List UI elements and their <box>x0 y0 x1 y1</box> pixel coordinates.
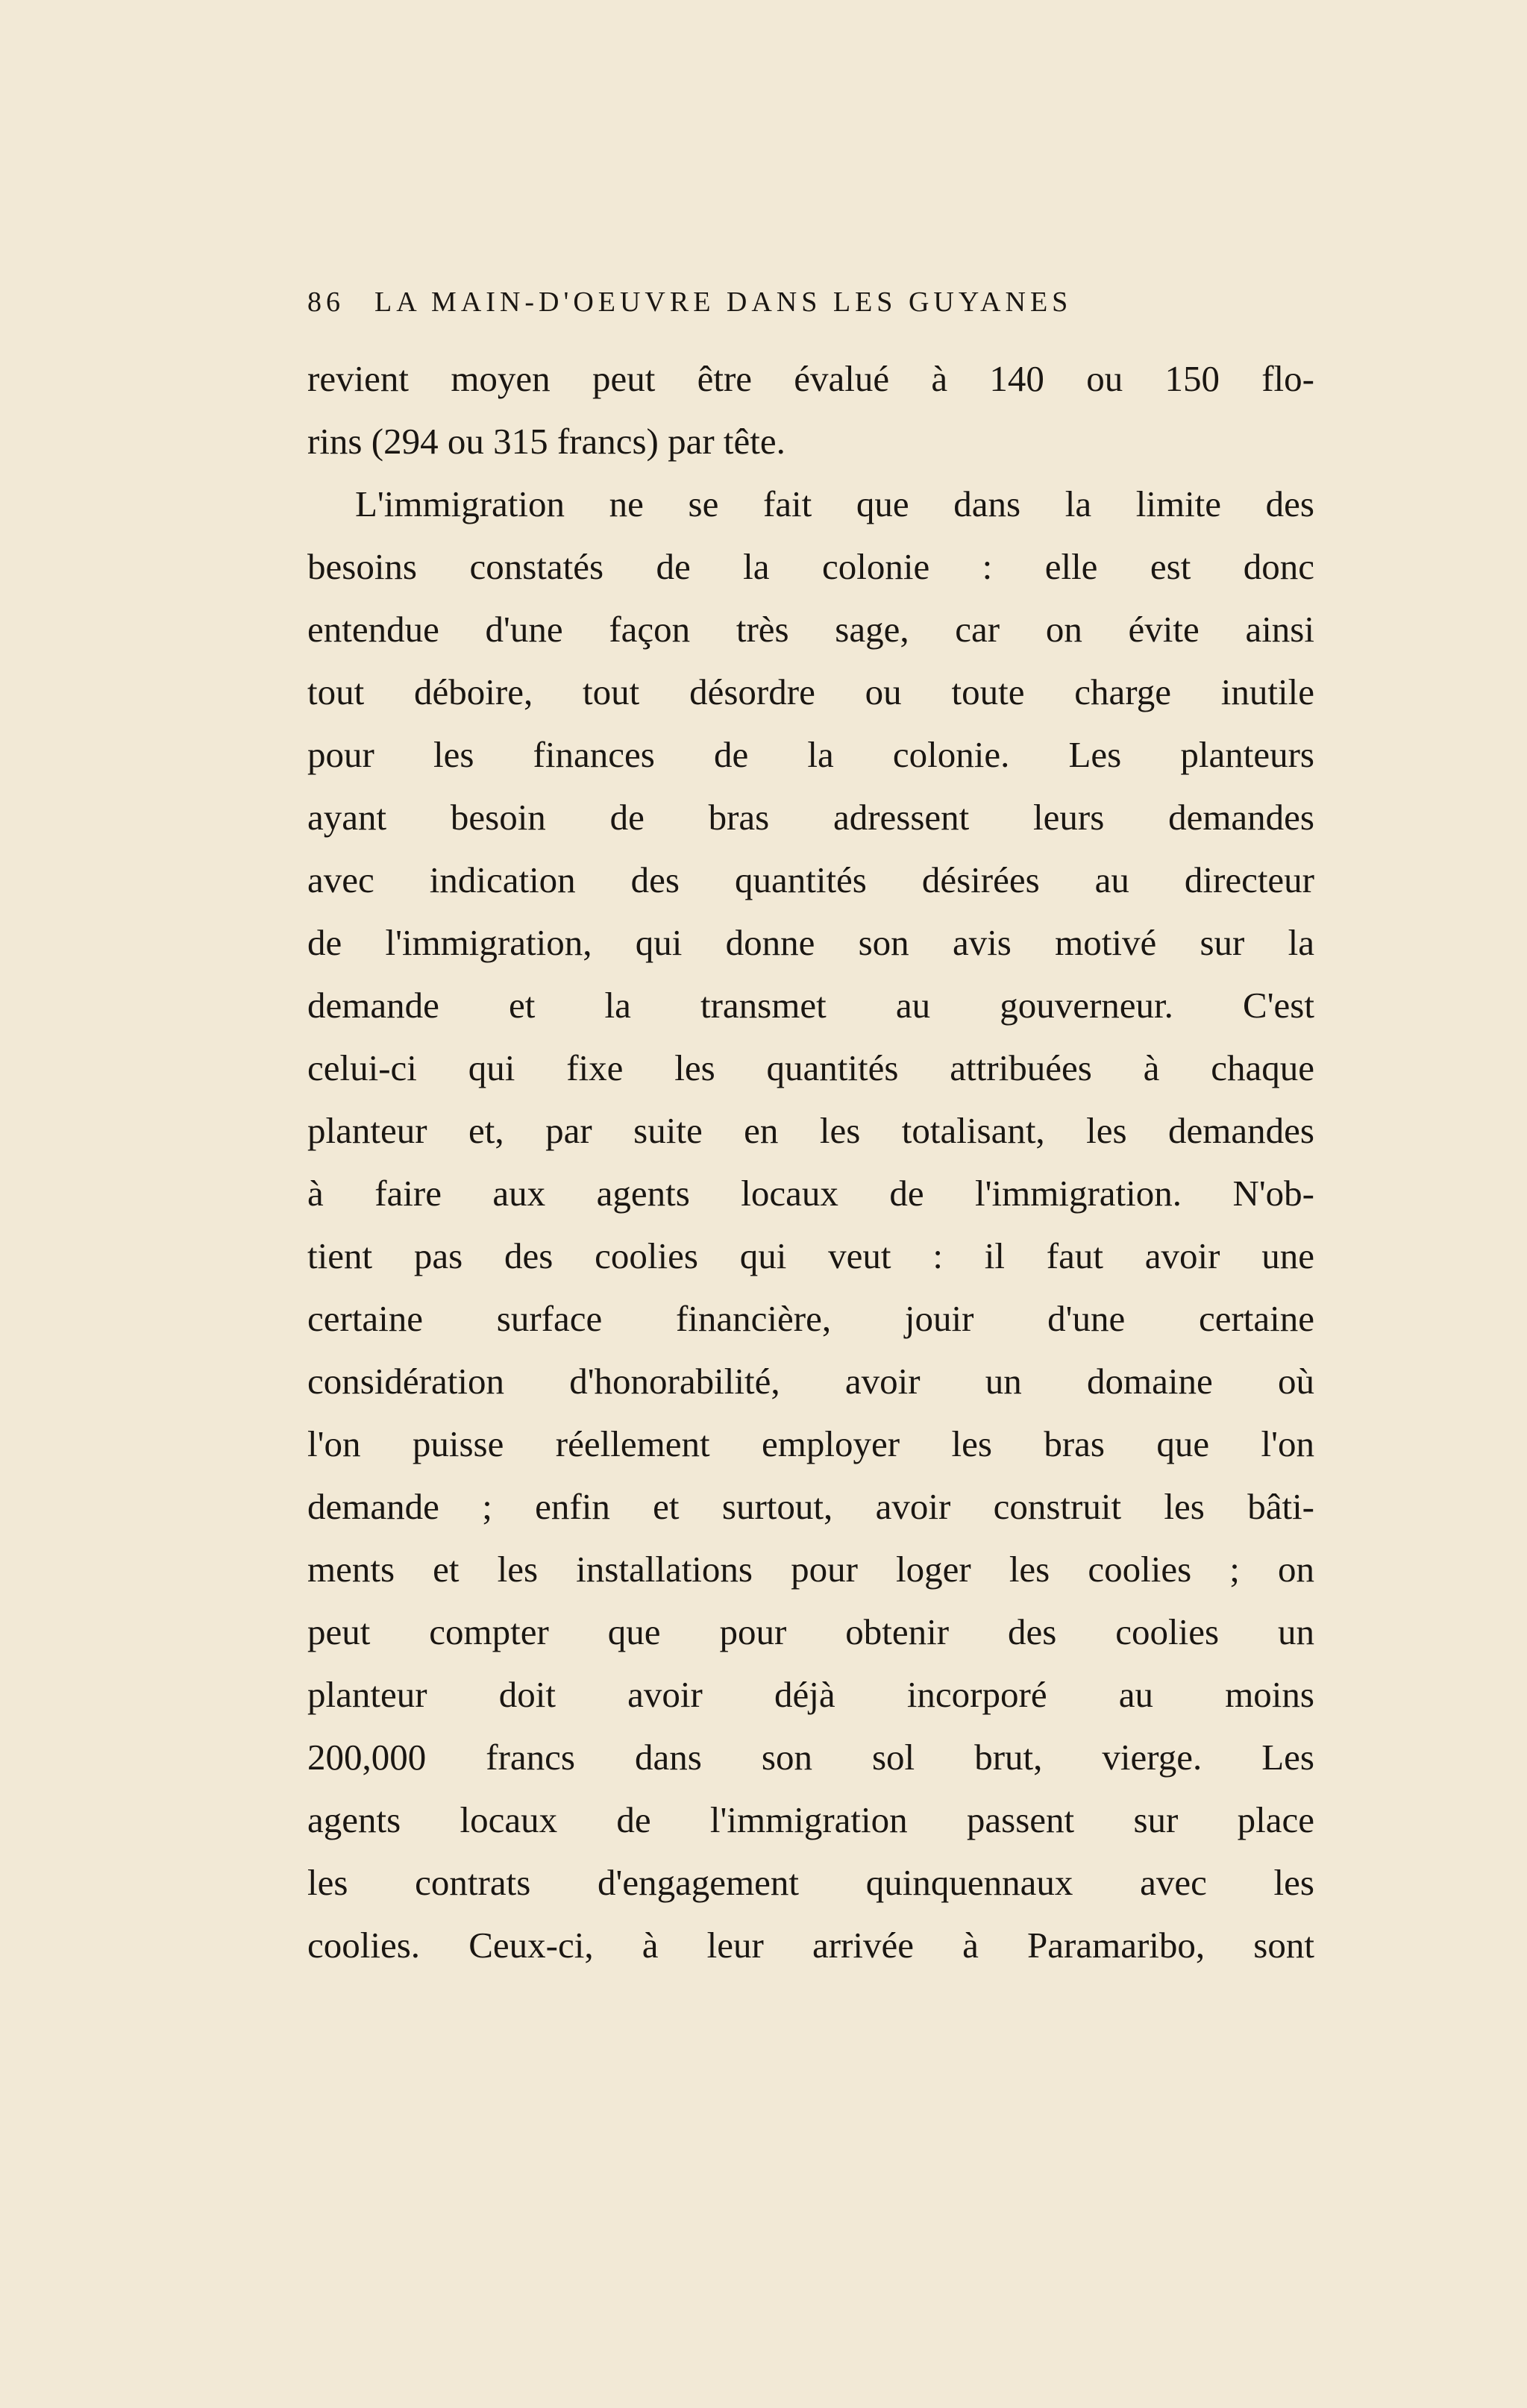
running-head <box>307 286 1314 330</box>
text-line: agents locaux de l'immigration passent sur place <box>307 1799 1314 1840</box>
text-line: rins (294 ou 315 francs) par tête. <box>307 421 786 462</box>
text-line: revient moyen peut être évalué à 140 ou 150 flo- <box>307 358 1314 399</box>
text-line: pour les finances de la colonie. Les planteurs <box>307 734 1314 775</box>
text-line: coolies. Ceux-ci, à leur arrivée à Paramaribo, sont <box>307 1925 1314 1966</box>
text-line: tout déboire, tout désordre ou toute charge inutile <box>307 671 1314 712</box>
text-line: ayant besoin de bras adressent leurs demandes <box>307 797 1314 838</box>
text-line: planteur et, par suite en les totalisant, les demandes <box>307 1110 1314 1151</box>
text-line: les contrats d'engagement quinquennaux avec les <box>307 1862 1314 1903</box>
text-line: considération d'honorabilité, avoir un domaine où <box>307 1361 1314 1402</box>
paragraph-first-line: L'immigration ne se fait que dans la limite des <box>355 483 1314 524</box>
text-line: à faire aux agents locaux de l'immigration. N'ob- <box>307 1173 1314 1214</box>
text-line: entendue d'une façon très sage, car on évite ainsi <box>307 609 1314 650</box>
text-line: peut compter que pour obtenir des coolies un <box>307 1611 1314 1652</box>
text-line: celui-ci qui fixe les quantités attribuées à chaque <box>307 1047 1314 1088</box>
text-line: tient pas des coolies qui veut : il faut avoir une <box>307 1235 1314 1276</box>
text-line: demande ; enfin et surtout, avoir construit les bâti- <box>307 1486 1314 1527</box>
text-line: de l'immigration, qui donne son avis motivé sur la <box>307 922 1314 963</box>
text-line: planteur doit avoir déjà incorporé au moins <box>307 1674 1314 1715</box>
page-number: 86 <box>307 286 345 318</box>
text-line: certaine surface financière, jouir d'une certaine <box>307 1298 1314 1339</box>
body-text <box>307 348 1314 1977</box>
text-line: 200,000 francs dans son sol brut, vierge. Les <box>307 1737 1314 1778</box>
text-line: besoins constatés de la colonie : elle est donc <box>307 546 1314 587</box>
text-line: ments et les installations pour loger les coolies ; on <box>307 1549 1314 1590</box>
text-line: demande et la transmet au gouverneur. C'est <box>307 985 1314 1026</box>
text-line: avec indication des quantités désirées au directeur <box>307 859 1314 900</box>
text-line: l'on puisse réellement employer les bras que l'on <box>307 1423 1314 1464</box>
running-title: LA MAIN-D'OEUVRE DANS LES GUYANES <box>374 286 1073 318</box>
